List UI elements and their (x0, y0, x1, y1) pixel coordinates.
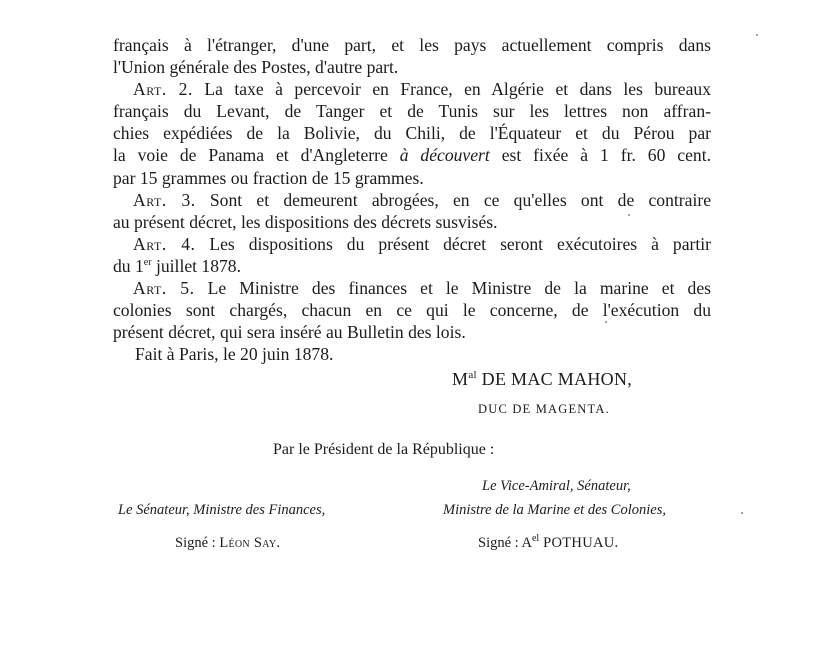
article-label: Art. 4. (133, 233, 196, 254)
vice-admiral-title: Le Vice-Amiral, Sénateur, (482, 478, 631, 494)
text-line: l'Union générale des Postes, d'autre part. (113, 57, 399, 78)
text-line: français du Levant, de Tanger et de Tunis sur les lettres non affran- (113, 101, 711, 122)
article-label: Art. 3. (133, 189, 196, 210)
text-fragment: Sont et demeurent abrogées, en ce qu'elles ont de contraire (195, 189, 712, 210)
text-fragment: Le Ministre des finances et le Ministre de la marine et des (194, 278, 711, 299)
scan-speck (605, 321, 607, 323)
text-line (113, 255, 711, 277)
superscript: el (531, 533, 540, 545)
text-line: par 15 grammes ou fraction de 15 grammes. (113, 167, 424, 188)
article-4 (113, 233, 711, 255)
text-line: colonies sont chargés, chacun en ce qui le concerne, de l'exécution du (113, 300, 711, 321)
signatory-name: Léon Say. (219, 535, 281, 551)
date-line: Fait à Paris, le 20 juin 1878. (135, 344, 334, 365)
article-3 (113, 189, 711, 211)
scan-speck (756, 34, 758, 36)
finance-minister-signature (175, 535, 280, 552)
text-line: français à l'étranger, d'une part, et les pays actuellement compris dans (113, 35, 711, 55)
decree-text (113, 34, 711, 365)
article-5 (113, 277, 711, 299)
text-fragment: DE MAC MAHON, (476, 369, 633, 389)
marine-minister-role: Ministre de la Marine et des Colonies, (443, 502, 666, 518)
signatory-name: POTHUAU. (539, 535, 619, 551)
article-label: Art. 2. (133, 79, 193, 100)
superscript: al (468, 369, 477, 381)
italic-fragment: à découvert (399, 145, 490, 166)
president-signature (452, 369, 632, 390)
text-line (113, 144, 711, 166)
text-fragment: Signé : (175, 535, 220, 551)
text-fragment: La taxe à percevoir en France, en Algérie et dans les bureaux (192, 79, 712, 100)
text-line: au présent décret, les dispositions des décrets susvisés. (113, 211, 498, 232)
text-fragment: la voie de Panama et d'Angleterre (113, 145, 400, 166)
text-line: présent décret, qui sera inséré au Bulletin des lois. (113, 322, 466, 343)
text-fragment: est fixée à 1 fr. 60 cent. (489, 145, 712, 166)
text-fragment: juillet 1878. (151, 255, 242, 276)
scan-speck (741, 512, 743, 514)
text-fragment: Signé : A (478, 535, 532, 551)
finance-minister-role: Le Sénateur, Ministre des Finances, (118, 502, 326, 518)
president-title: DUC DE MAGENTA. (478, 402, 610, 416)
article-2 (113, 78, 711, 100)
text-fragment: du 1 (113, 255, 144, 276)
article-label: Art. 5. (133, 278, 195, 299)
superscript: er (143, 257, 152, 269)
text-line: chies expédiées de la Bolivie, du Chili, de l'Équateur et du Pérou par (113, 123, 711, 144)
marine-minister-signature (478, 535, 618, 552)
text-fragment: Les dispositions du présent décret seront exécutoires à partir (195, 233, 712, 254)
text-fragment: M (452, 369, 469, 389)
par-le-president: Par le Président de la République : (273, 441, 495, 458)
scan-speck (628, 214, 630, 216)
